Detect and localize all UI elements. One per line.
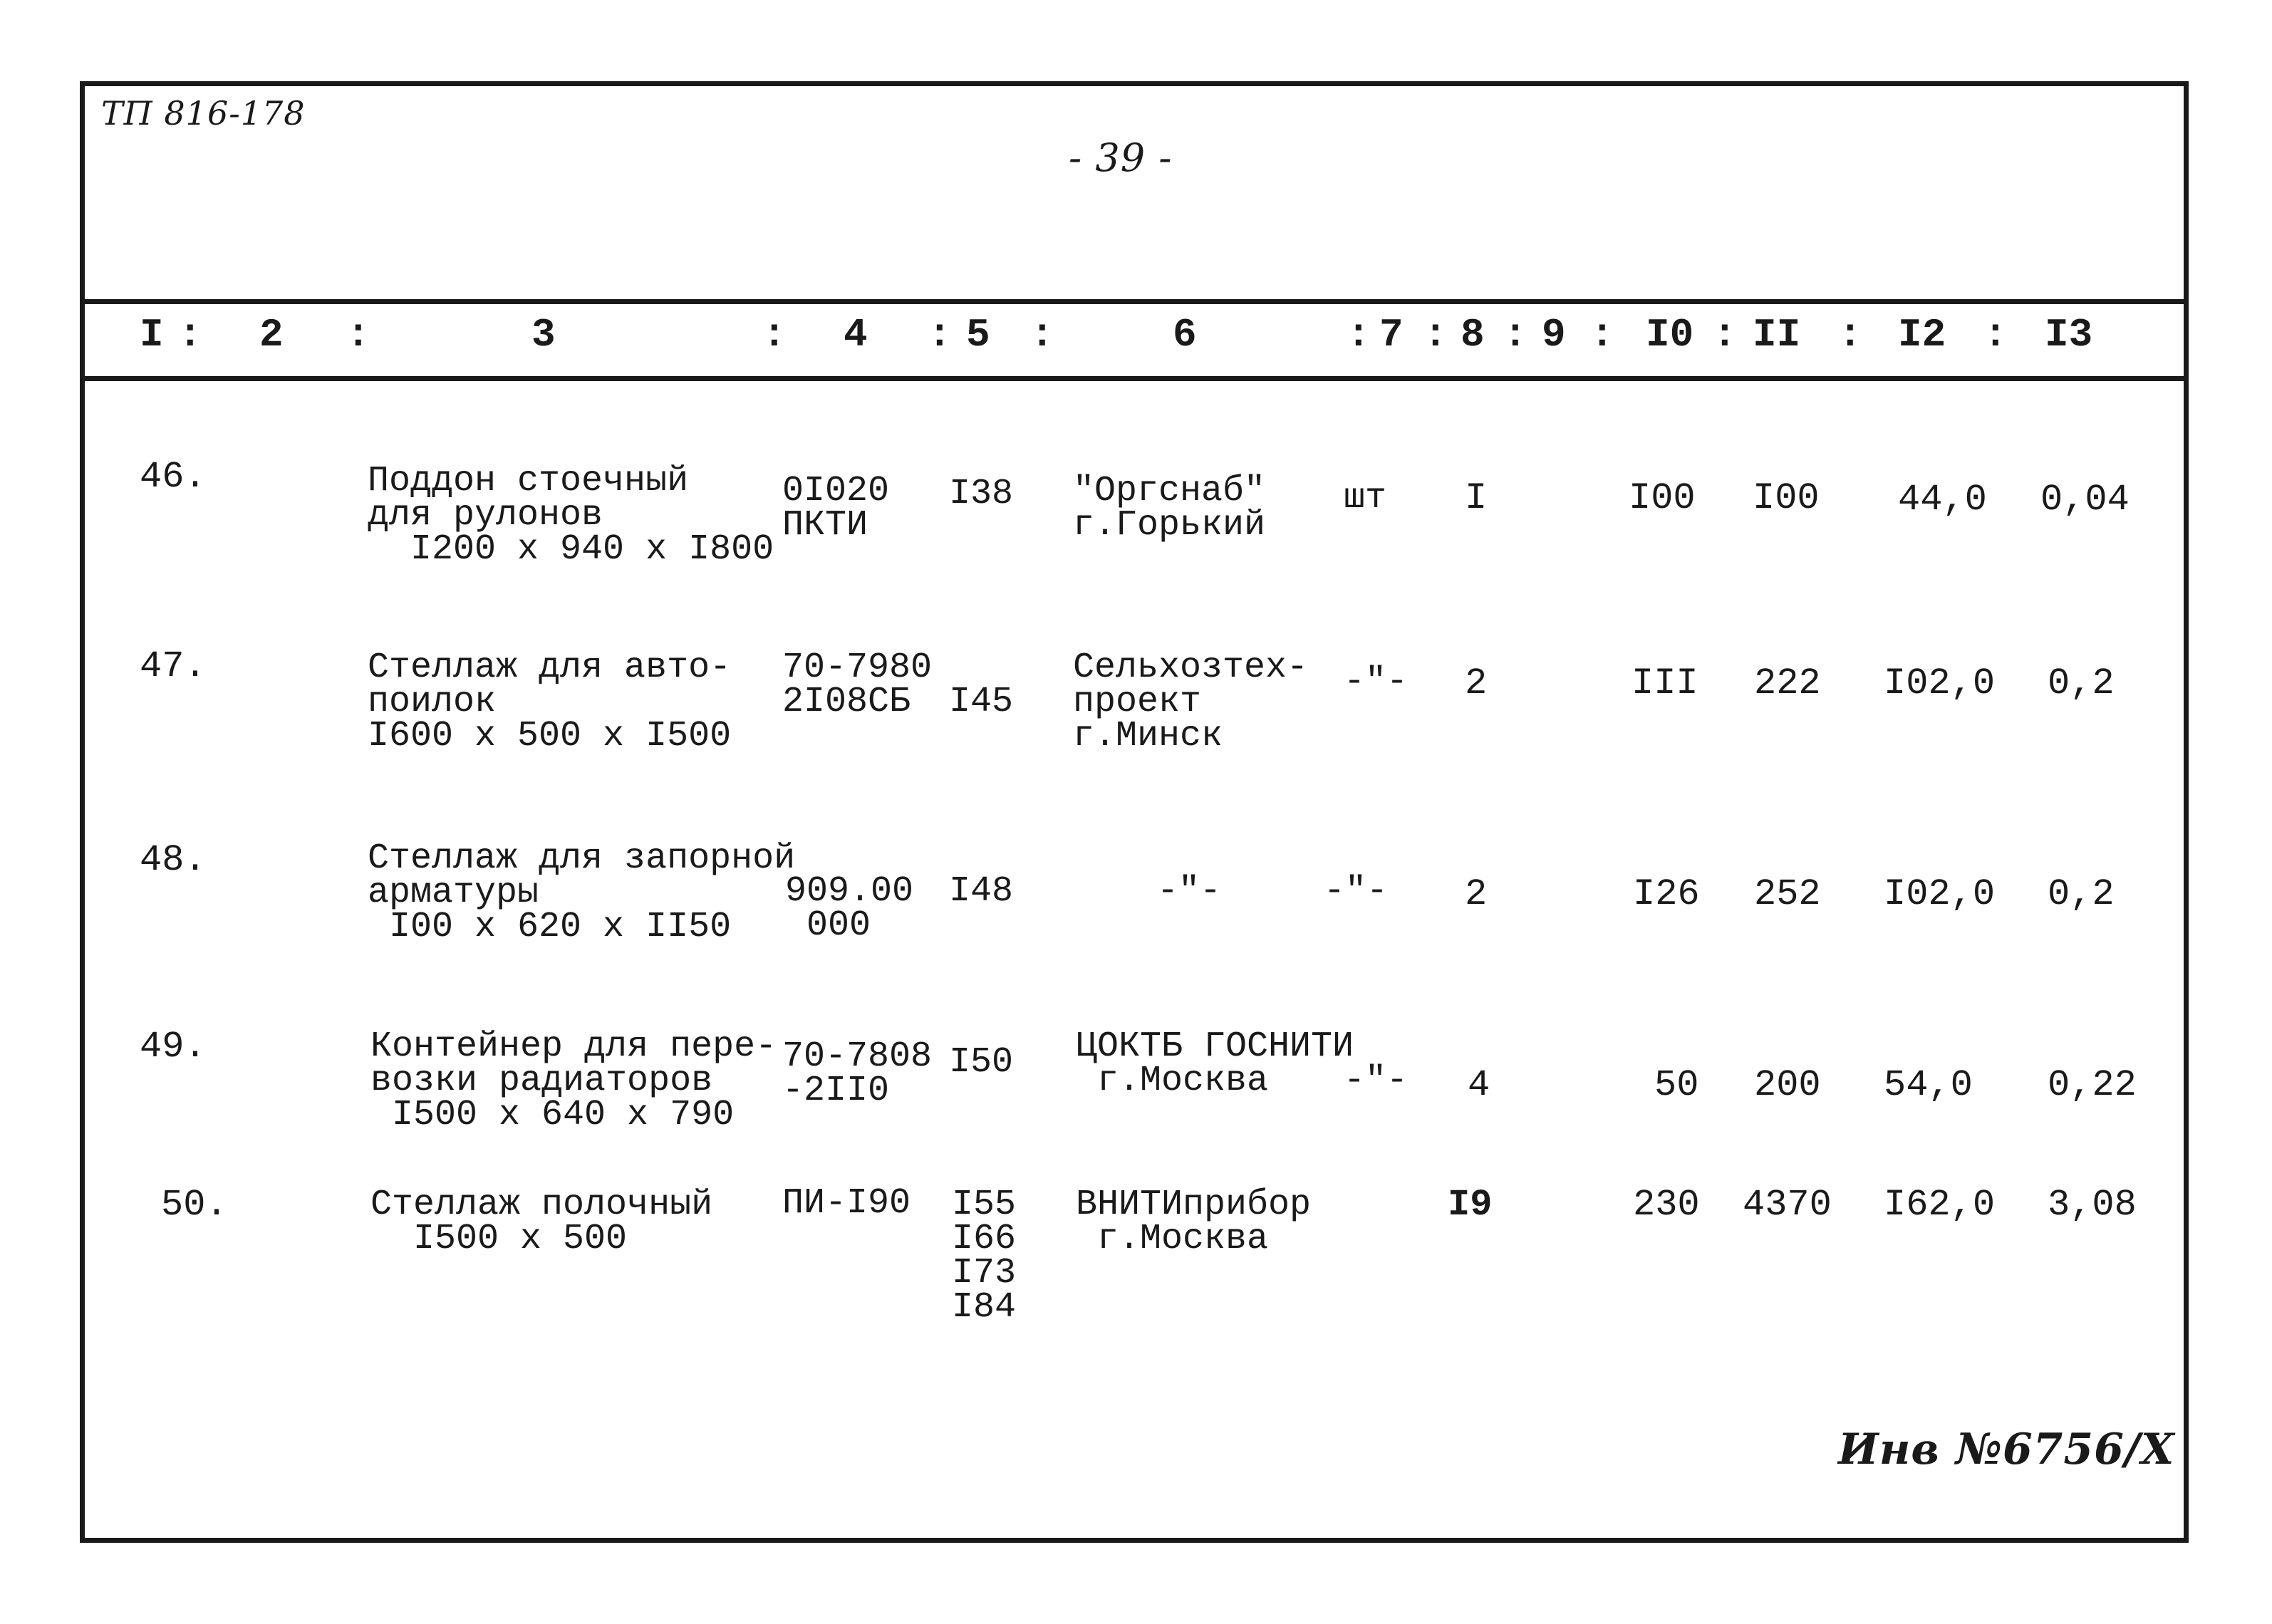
- item-name: Стеллаж полочный I500 x 500: [370, 1185, 713, 1259]
- item-qty: I: [1465, 477, 1488, 519]
- item-code: 70-7980 2I08СБ: [782, 647, 933, 722]
- row-number: 48.: [140, 839, 207, 881]
- row-number: 49.: [140, 1026, 207, 1068]
- item-developer: -"-: [1157, 871, 1222, 912]
- inventory-number-stamp: Инв №6756/X: [1838, 1425, 2175, 1474]
- item-unit: -"-: [1344, 1061, 1409, 1101]
- item-qty: I9: [1448, 1184, 1493, 1226]
- document-code: ТП 816-178: [101, 94, 306, 132]
- col-header-11: II: [1753, 312, 1801, 358]
- item-col10: 230: [1633, 1184, 1700, 1226]
- col-header-4: 4: [844, 312, 868, 358]
- col-header-8: 8: [1461, 312, 1485, 358]
- item-col13: 3,08: [2048, 1184, 2137, 1226]
- item-developer: Сельхозтех- проект г.Минск: [1073, 647, 1309, 756]
- col-header-10: I0: [1646, 312, 1694, 358]
- item-col12: I02,0: [1884, 873, 1996, 915]
- item-col10: 50: [1654, 1064, 1699, 1106]
- item-col5: I55 I66 I73 I84: [952, 1185, 1017, 1328]
- item-col5: I48: [949, 871, 1014, 912]
- item-unit: шт: [1344, 478, 1387, 519]
- item-col11: 222: [1754, 662, 1821, 704]
- item-name: Поддон стоечный для рулонов I200 x 940 x I800: [368, 461, 774, 570]
- item-col5: I38: [949, 474, 1014, 514]
- item-col10: III: [1632, 662, 1698, 704]
- item-col13: 0,04: [2040, 479, 2130, 521]
- item-col10: I26: [1633, 873, 1700, 915]
- item-unit: -"-: [1344, 662, 1409, 702]
- col-header-12: I2: [1898, 312, 1946, 358]
- item-col13: 0,2: [2048, 662, 2115, 704]
- item-unit: -"-: [1324, 871, 1389, 912]
- item-col12: I02,0: [1884, 662, 1996, 704]
- item-name: Стеллаж для запорной арматуры I00 x 620 x II50: [368, 838, 796, 947]
- item-col11: 200: [1754, 1064, 1821, 1106]
- item-col5: I45: [949, 682, 1014, 722]
- item-col12: 44,0: [1898, 479, 1987, 521]
- col-header-9: 9: [1542, 312, 1566, 358]
- item-code: ПИ-I90: [782, 1183, 911, 1224]
- item-col11: 252: [1754, 873, 1821, 915]
- item-col10: I00: [1629, 477, 1696, 519]
- row-number: 47.: [140, 645, 207, 687]
- item-code: 909.00 000: [785, 871, 914, 946]
- item-col13: 0,2: [2048, 873, 2115, 915]
- item-qty: 4: [1468, 1064, 1490, 1106]
- col-header-3: 3: [531, 312, 556, 358]
- item-col11: I00: [1753, 477, 1820, 519]
- item-name: Стеллаж для авто- поилок I600 x 500 x I500: [368, 647, 732, 756]
- item-col5: I50: [949, 1042, 1014, 1083]
- page-number: - 39 -: [1069, 135, 1173, 180]
- col-header-5: 5: [966, 312, 990, 358]
- col-header-2: 2: [259, 312, 284, 358]
- row-number: 46.: [140, 456, 207, 498]
- col-header-1: I: [140, 312, 164, 358]
- item-developer: ВНИТИприбор г.Москва: [1076, 1185, 1312, 1259]
- item-col12: 54,0: [1884, 1064, 1973, 1106]
- item-code: 70-7808 -2II0: [782, 1036, 933, 1111]
- item-col12: I62,0: [1884, 1184, 1996, 1226]
- row-number: 50.: [161, 1184, 228, 1226]
- item-developer: "Оргснаб" г.Горький: [1073, 471, 1266, 546]
- item-name: Контейнер для пере- возки радиаторов I500 x 640 x 790: [370, 1026, 777, 1135]
- item-code: 0I020 ПКТИ: [782, 471, 890, 546]
- col-header-13: I3: [2045, 312, 2093, 358]
- col-header-7: 7: [1379, 312, 1404, 358]
- item-qty: 2: [1465, 873, 1488, 915]
- header-bottom-rule: [80, 376, 2189, 381]
- col-header-6: 6: [1173, 312, 1197, 358]
- item-developer: ЦОКТБ ГОСНИТИ г.Москва: [1076, 1026, 1354, 1101]
- header-top-rule: [80, 299, 2189, 304]
- item-col13: 0,22: [2048, 1064, 2137, 1106]
- item-col11: 4370: [1743, 1184, 1832, 1226]
- item-qty: 2: [1465, 662, 1488, 704]
